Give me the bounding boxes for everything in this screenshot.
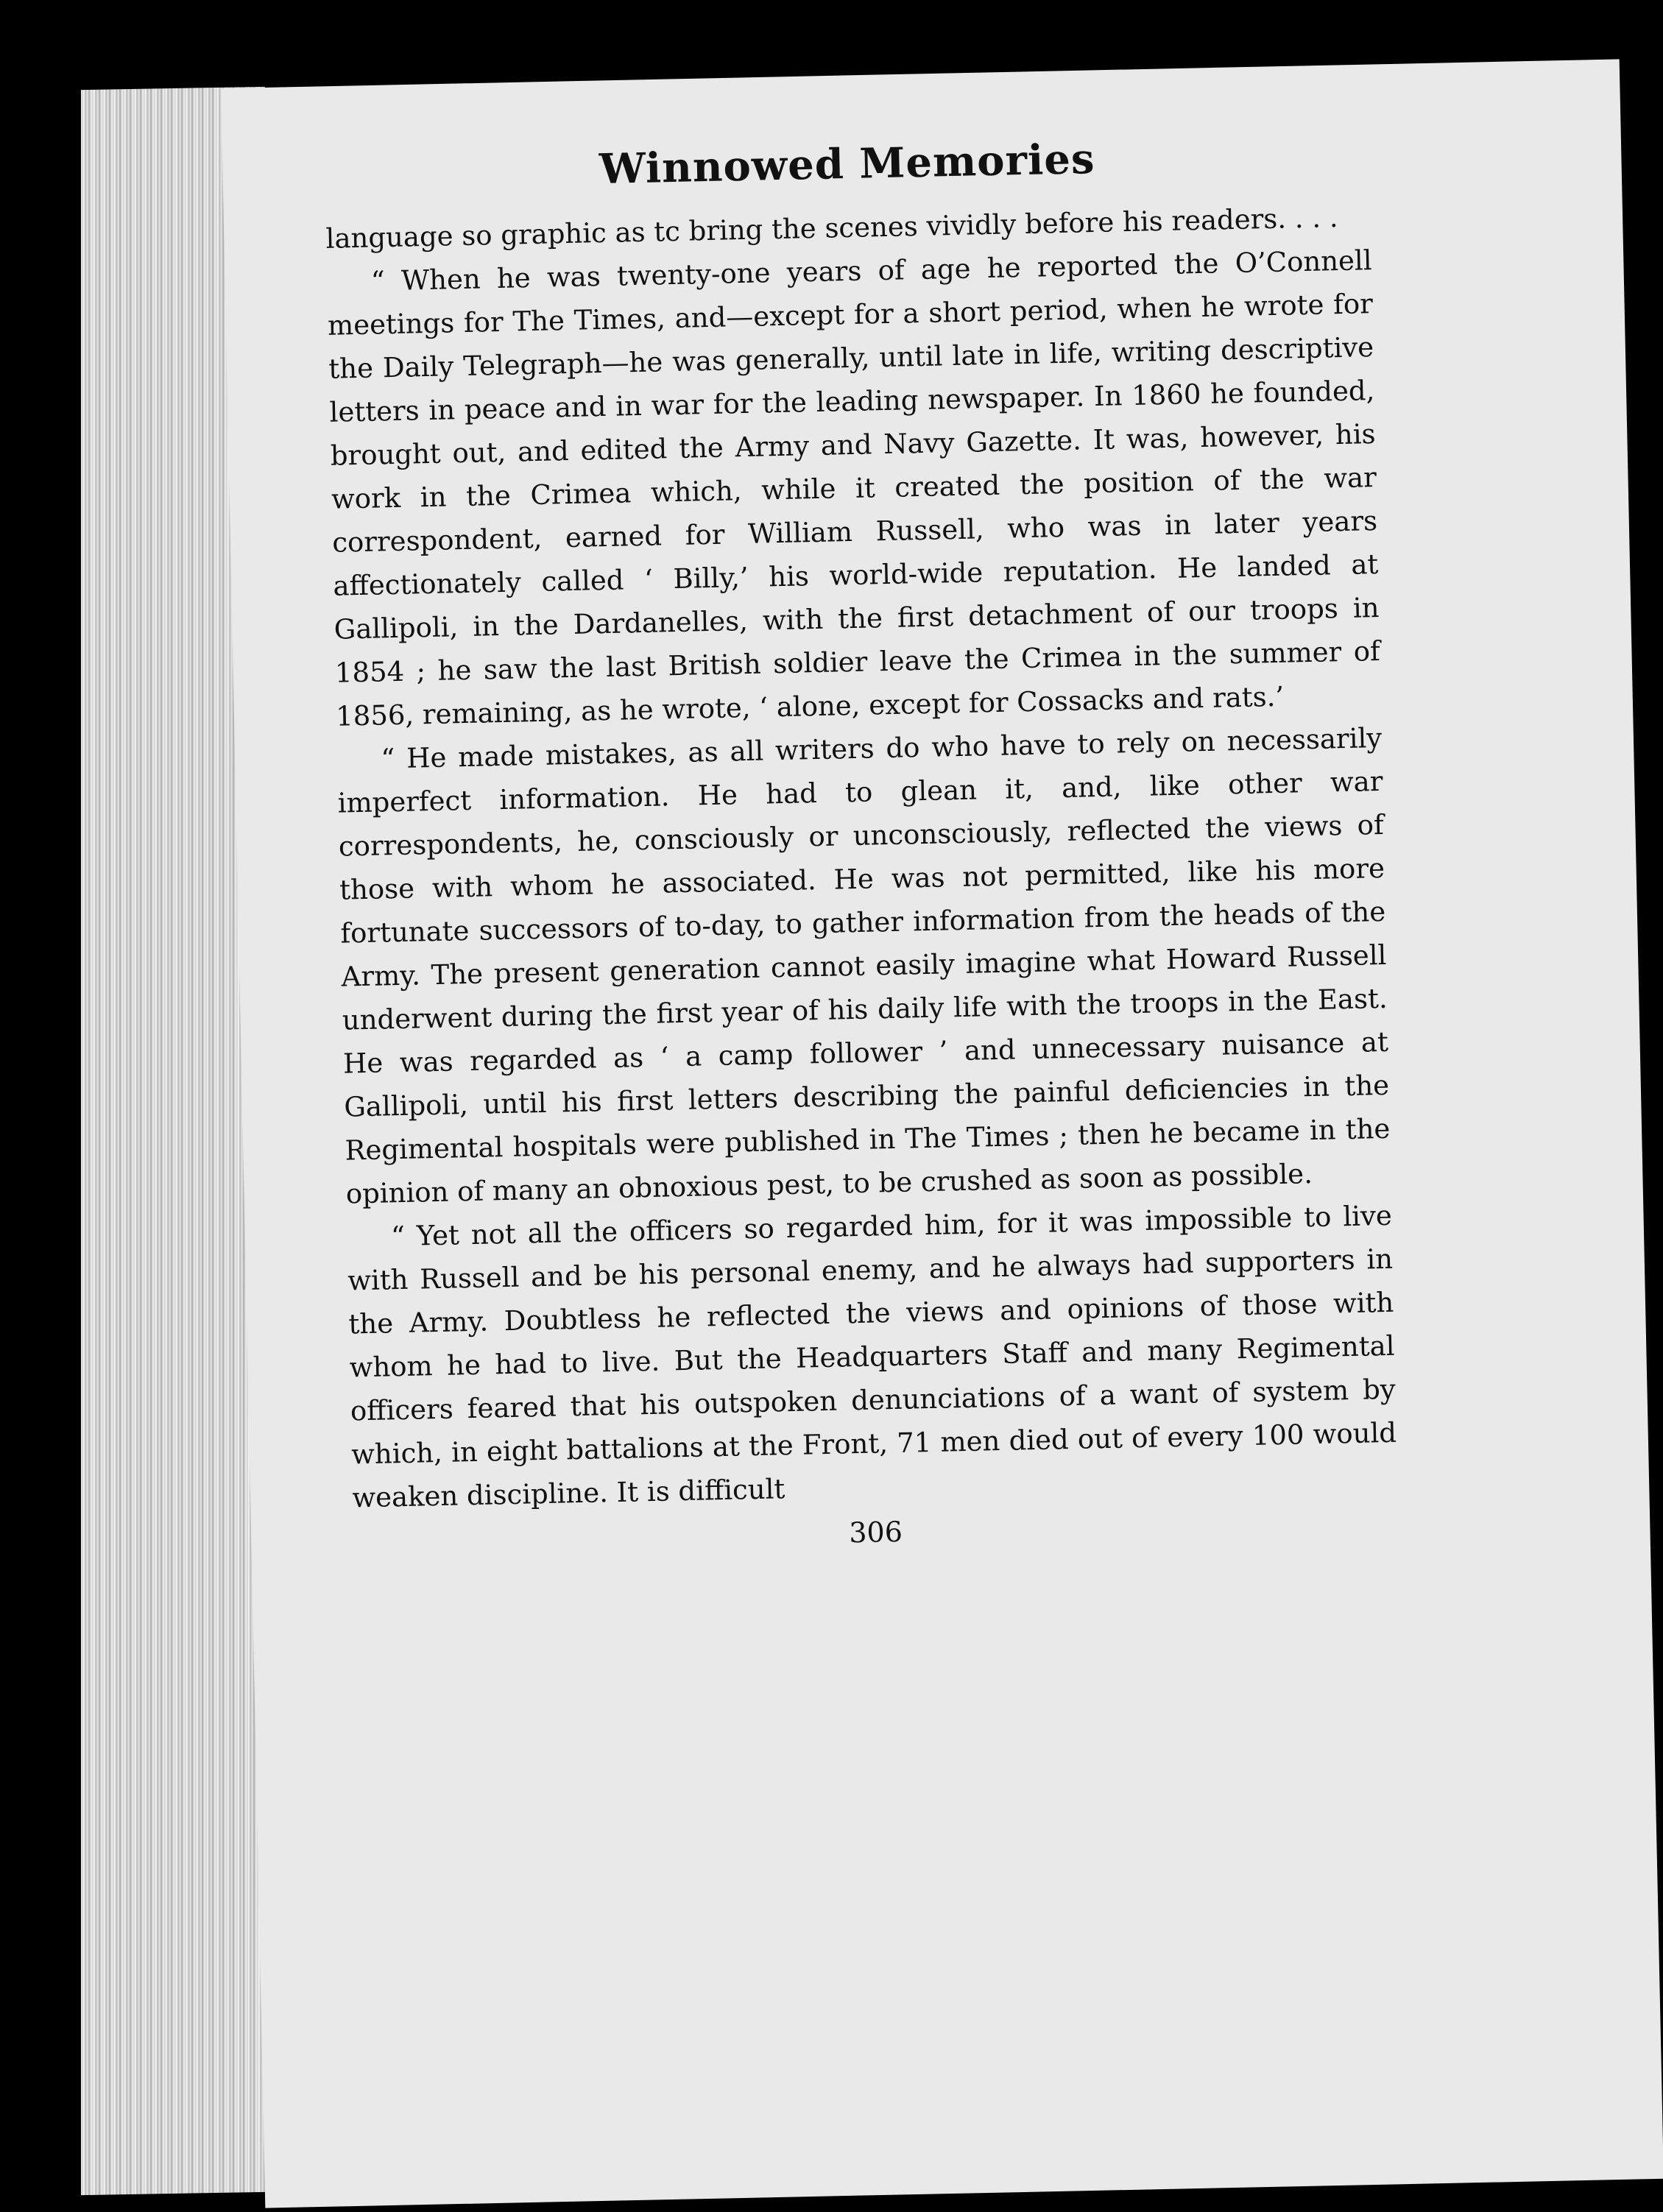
page-number: 306 xyxy=(848,1515,903,1550)
paragraph-3: “ He made mistakes, as all writers do who have to rely on necessarily imperfect information. He had to glean it, and, like other war correspondents, he, consciously or unconsciously, reflected the views of those with whom he associated. He was not permitted, like his more fortunate successors of to-day, to gather information from the heads of the Army. The present generation cannot easily imagine what Howard Russell underwent during the first year of his daily life with the troops in the East. He was regarded as ‘ a camp follower ’ and unnecessary nuisance at Gallipoli, until his first letters describing the painful deficiencies in the Regimental hospitals were published in The Times ; then he became in the opinion of many an obnoxious pest, to be crushed as soon as possible. xyxy=(337,721,1391,1210)
paragraph-2: “ When he was twenty-one years of age he reported the O’Connell meetings for The Times, and—except for a short period, when he wrote for the Daily Telegraph—he was generally, until late in life, writing descriptive letters in peace and in war for the leading newspaper. In 1860 he founded, brought out, and edited the Army and Navy Gazette. It was, however, his work in the Crimea which, while it created the position of the war correspondent, earned for William Russell, who was in later years affectionately called ‘ Billy,’ his world-wide reputation. He landed at Gallipoli, in the Dardanelles, with the first detachment of our troops in 1854 ; he saw the last British soldier leave the Crimea in the summer of 1856, remaining, as he wrote, ‘ alone, except for Cossacks and rats.’ xyxy=(327,244,1381,732)
page-content xyxy=(324,129,1399,1559)
paragraph-4: “ Yet not all the officers so regarded him, for it was impossible to live with Russell and be his personal enemy, and he always had supporters in the Army. Doubtless he reflected the views and opinions of those with whom he had to live. But the Headquarters Staff and many Regimental officers feared that his outspoken denunciations of a want of system by which, in eight battalions at the Front, 71 men died out of every 100 would weaken discipline. It is difficult xyxy=(347,1199,1397,1514)
running-head: Winnowed Memories xyxy=(599,134,1096,194)
paragraph-1: language so graphic as tc bring the scenes vividly before his readers. . . . xyxy=(325,202,1339,255)
